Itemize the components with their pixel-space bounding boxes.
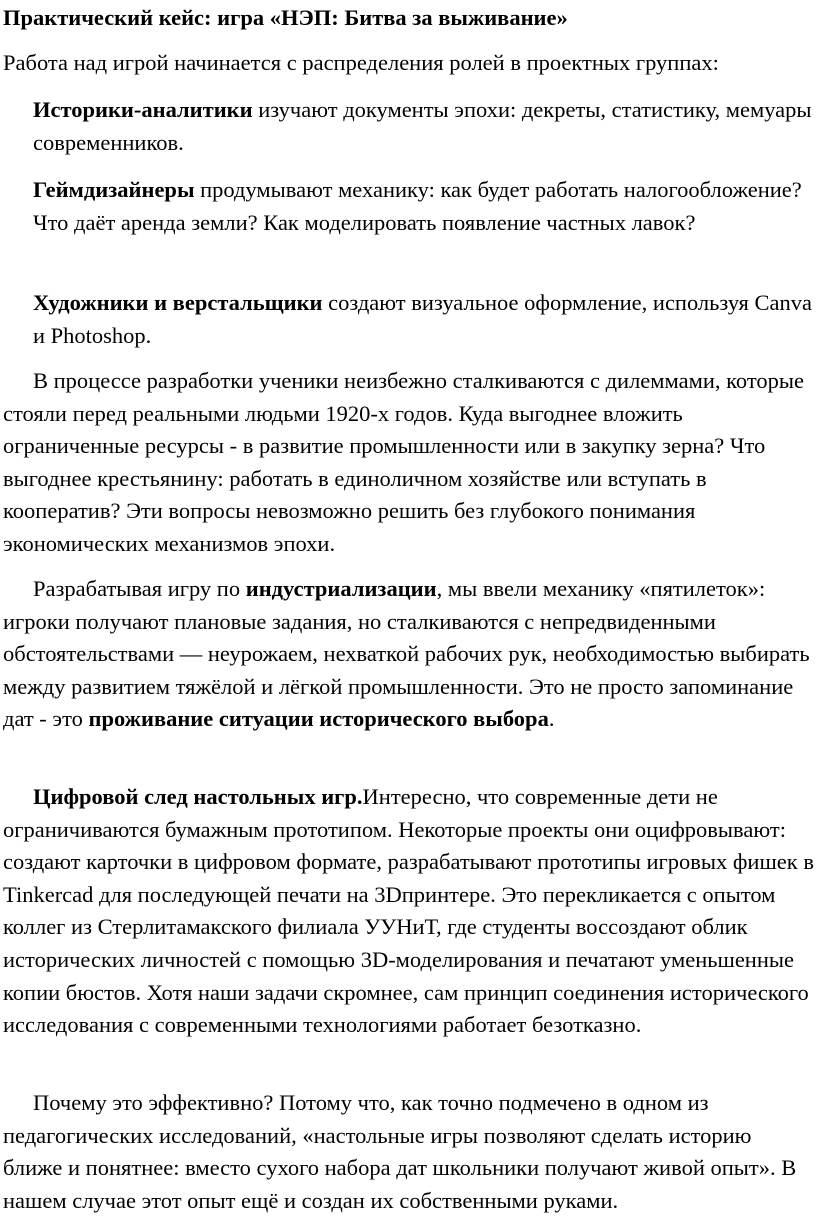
industrialization-paragraph: Разрабатывая игру по индустриализации, мы ввели механику «пятилеток»: игроки получают плановые задания, но сталкиваются с непредвиденными обстоятельствами — неурожаем, нехваткой рабочих рук, необходимостью выбирать между развитием тяжёлой и лёгкой промышленности. Это не просто запоминание дат - это проживание ситуации исторического выбора. (3, 576, 810, 732)
role-description: изучают документы эпохи: декреты, статистику, мемуары современников. (33, 97, 812, 155)
section-heading-digital-trace: Цифровой след настольных игр. (33, 784, 363, 809)
case-title-text: Практический кейс: игра «НЭП: Битва за выживание» (3, 5, 568, 30)
dilemmas-paragraph: В процессе разработки ученики неизбежно сталкиваются с дилеммами, которые стояли перед реальными людьми 1920-х годов. Куда выгоднее вложить ограниченные ресурсы - в развитие промышленности или в закупку зерна? Что выгоднее крестьянину: работать в единоличном хозяйстве или вступать в кооператив? Эти вопросы невозможно решить без глубокого понимания экономических механизмов эпохи. (3, 368, 805, 556)
role-description: создают визуальное оформление, используя Canva и Photoshop. (33, 290, 812, 348)
role-item-artists (33, 287, 813, 352)
bold-term-industrialization: индустриализации (245, 576, 437, 601)
digital-trace-paragraph: Цифровой след настольных игр.Интересно, что современные дети не ограничиваются бумажным прототипом. Некоторые проекты они оцифровывают: создают карточки в цифровом формате, разрабатывают прототипы игровых фишек в Tinkercad для последующей печати на 3Dпринтере. Это перекликается с опытом коллег из Стерлитамакского филиала УУНиТ, где студенты воссоздают облик исторических личностей с помощью 3D-моделирования и печатают уменьшенные копии бюстов. Хотя наши задачи скромнее, сам принцип соединения исторического исследования с современными технологиями работает безотказно. (3, 784, 814, 1038)
role-name: Художники и верстальщики (33, 290, 323, 315)
bold-term-historical-choice: проживание ситуации исторического выбора (88, 706, 549, 732)
role-item-game-designers (33, 174, 813, 239)
effectiveness-paragraph: Почему это эффективно? Потому что, как точно подмечено в одном из педагогических исследований, «настольные игры позволяют сделать историю ближе и понятнее: вместо сухого набора дат школьники получают живой опыт». В нашем случае этот опыт ещё и создан их собственными руками. (3, 1090, 797, 1213)
role-name: Историки-аналитики (33, 97, 253, 122)
case-title (3, 2, 815, 35)
role-name: Геймдизайнеры (33, 177, 195, 202)
role-description: продумывают механику: как будет работать налогообложение? Что даёт аренда земли? Как моделировать появление частных лавок? (33, 177, 802, 235)
intro-paragraph: Работа над игрой начинается с распределения ролей в проектных группах: (3, 50, 719, 75)
role-item-historians (33, 94, 813, 159)
